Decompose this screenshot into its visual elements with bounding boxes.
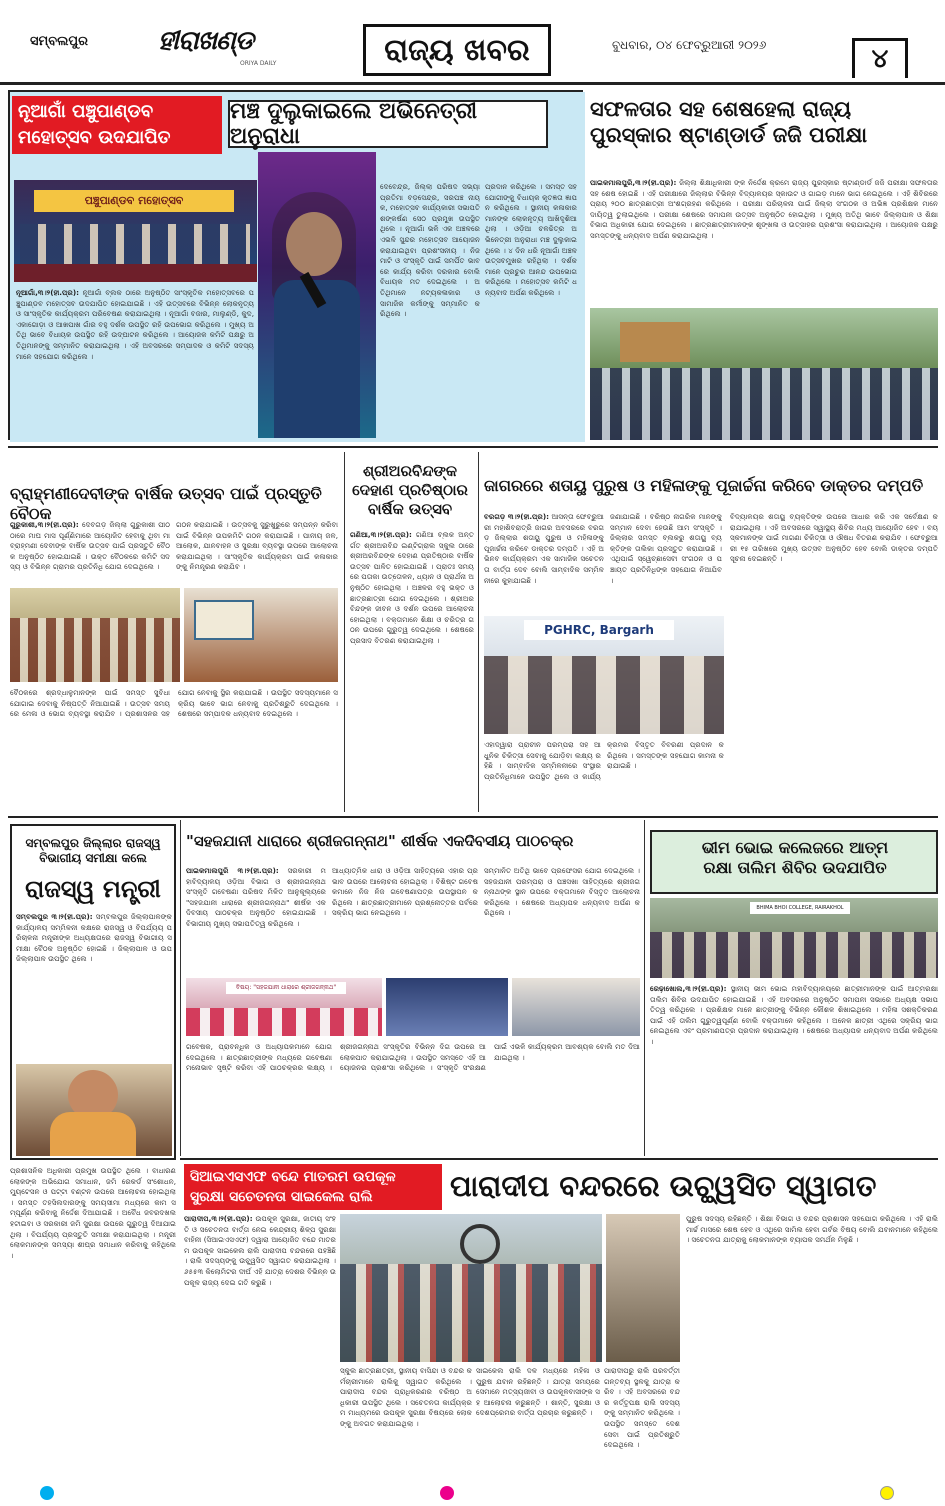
registration-dot-yellow <box>880 1486 894 1500</box>
story9-col1 <box>184 1214 336 1472</box>
stage-table <box>14 264 257 282</box>
story7-col2-text: ଆଧ୍ୟାତ୍ମିକ ଧାରା ଓ ଓଡ଼ିଆ ସାହିତ୍ୟରେ ଏହାର ପ୍ରଭାବ ଉପରେ ଆଲୋଚନା ହୋଇଥିଲା । ବିଶିଷ୍ଟ ଗବେଷକମାନେ ନିଜ ନିଜ ଗବେଷଣାପତ୍ର ଉପସ୍ଥାପନ କରିଥିଲେ । ଛାତ୍ରଛାତ୍ରୀମାନେ ପ୍ରଶ୍ନୋତ୍ତର ପର୍ବରେ ସକ୍ରିୟ ଭାଗ ନେଇଥିଲେ । <box>332 866 478 918</box>
story4-dateline: ଗଣିଆ,୩।୨(ହୀ.ପ୍ର): <box>350 530 412 539</box>
story1-col1 <box>16 288 254 436</box>
college-photo <box>650 898 938 978</box>
page-number: ୪ <box>852 38 908 78</box>
seminar-dais <box>186 1008 382 1036</box>
registration-dot-magenta <box>440 1486 454 1500</box>
meeting-people <box>10 618 180 682</box>
story1-col3-text: ପ୍ରଦାନ କରିଥିଲେ । ସମସ୍ତ ସହଯୋଗୀଙ୍କୁ ବିଧାୟକ କୃତଜ୍ଞତା ଜ୍ଞାପନ କରିଥିଲେ । ସ୍ଥାନୀୟ କଳାକାର ମାନଙ୍କ ଲୋକନୃତ୍ୟ ଆଖିଦୃଶିଆ ଥିଲା । ଓଡ଼ିଆ ଚଳଚ୍ଚିତ୍ର ଅଭିନେତ୍ରୀ ଅନୁରାଧା ମଞ୍ଚ ଦୁଲୁକାଇଥିଲେ । ୪ ଦିନ ଧରି ନୂଆଗାଁ ଅଞ୍ଚଳ ଉତ୍ସବମୁଖର ରହିଥିଲା । ଦର୍ଶକମାନେ ପ୍ରଚୁର ଆନନ୍ଦ ଉପଭୋଗ କରିଥିଲେ । ମହୋତ୍ସବ କମିଟି ଧନ୍ୟବାଦ ଅର୍ପଣ କରିଥିଲେ । <box>485 182 577 297</box>
story4-headline: ଶ୍ରୀଅରବିନ୍ଦଙ୍କ ଦେହାଣ ପ୍ରତିଷ୍ଠାର ବାର୍ଷିକ ଉତ୍ସବ <box>352 462 468 518</box>
story7-col2 <box>332 866 478 970</box>
banner-board <box>194 600 254 640</box>
story7-body2-text: ଗବେଷକ, ପ୍ରାବନ୍ଧିକ ଓ ଅଧ୍ୟାପକମାନେ ଯୋଗ ଦେଇଥିଲେ । ଛାତ୍ରଛାତ୍ରୀଙ୍କ ମଧ୍ୟରେ ଗବେଷଣା ମନୋଭାବ ସୃଷ୍ଟି କରିବା ଏହି ପାଠଚକ୍ରର ଲକ୍ଷ୍ୟ । ଶ୍ରୀଜଗନ୍ନାଥ ସଂସ୍କୃତିର ବିଭିନ୍ନ ଦିଗ ଉପରେ ଆଲୋକପାତ କରାଯାଇଥିଲା । ଉପସ୍ଥିତ ସମସ୍ତେ ଏହି ଆୟୋଜନର ପ୍ରଶଂସା କରିଥିଲେ । ସଂସ୍କୃତି ସଂରକ୍ଷଣ ପାଇଁ ଏଭଳି କାର୍ଯ୍ୟକ୍ରମ ଆବଶ୍ୟକ ବୋଲି ମତ ଦିଆଯାଇଥିଲା । <box>186 1042 640 1073</box>
issue-date: ବୁଧବାର, ୦୪ ଫେବ୍ରୁଆରୀ ୨୦୨୬ <box>612 38 767 52</box>
story2-body-text: ଜିଲ୍ଲା ଶିକ୍ଷାଧିକାରୀ ଙ୍କ ନିର୍ଦ୍ଦେଶ କ୍ରମେ ରାଜ୍ୟ ପୁରସ୍କାର ଷ୍ଟାଣ୍ଡାର୍ଡ ଜଜି ପରୀକ୍ଷା ସଫଳତାର ସହ ଶେଷ ହୋଇଛି । ଏହି ପରୀକ୍ଷାରେ ଜିଲ୍ଲାର ବିଭିନ୍ନ ବିଦ୍ୟାଳୟର ସ୍କାଉଟ ଓ ଗାଇଡ଼ ମାନେ ଭାଗ ନେଇଥିଲେ । ଏହି ଶିବିରରେ ପ୍ରାୟ ୨୦୦ ଛାତ୍ରଛାତ୍ରୀ ଅଂଶଗ୍ରହଣ କରିଥିଲେ । ପରୀକ୍ଷା ପରିଚାଳନା ପାଇଁ ଜିଲ୍ଲା ସଂଗଠକ ଓ ଅଭିଜ୍ଞ ପ୍ରଶିକ୍ଷକ ମାନେ ଦାୟିତ୍ୱ ତୁଲାଇଥିଲେ । ପରୀକ୍ଷା ଶେଷରେ ସମାପନୀ ଉତ୍ସବ ଅନୁଷ୍ଠିତ ହୋଇଥିଲା । ମୁଖ୍ୟ ଅତିଥି ଭାବେ ଜିଲ୍ଲାପାଳ ଓ ଶିକ୍ଷା ବିଭାଗ ଅଧିକାରୀ ଯୋଗ ଦେଇଥିଲେ । ଛାତ୍ରଛାତ୍ରୀମାନଙ୍କ ଶୃଙ୍ଖଳା ଓ ଉତ୍ସାହର ପ୍ରଶଂସା କରାଯାଇଥିଲା । ଆୟୋଜକ ପକ୍ଷରୁ ସମସ୍ତଙ୍କୁ ଧନ୍ୟବାଦ ଅର୍ପଣ କରାଯାଇଥିଲା । <box>590 178 938 240</box>
press-panel <box>484 656 724 734</box>
story1-dateline: ନୂଆଗାଁ,୩।୨(ହୀ.ପ୍ର): <box>16 288 80 297</box>
stage-photo <box>14 180 257 282</box>
meeting-photo-2 <box>184 588 338 682</box>
story9-col3 <box>476 1366 600 1472</box>
story2-body <box>590 178 938 304</box>
column-rule-4 <box>644 820 645 1156</box>
welcome-photo <box>606 1214 680 1362</box>
story3-col2 <box>176 520 338 582</box>
story5-body2-text: ଏହାଦ୍ୱାରା ପ୍ରାଚୀନ ପରମ୍ପରା ସହ ଆଧୁନିକ ଚିକିତ୍ସା ସେବାକୁ ଯୋଡ଼ିବା ଲକ୍ଷ୍ୟ ରହିଛି । ସାମ୍ବାଦିକ ସମ୍ମିଳନୀରେ ସଂସ୍ଥାର ପ୍ରତିନିଧିମାନେ ଉପସ୍ଥିତ ଥିଲେ ଓ କାର୍ଯ୍ୟକ୍ରମର ବିସ୍ତୃତ ବିବରଣୀ ପ୍ରଦାନ କରିଥିଲେ । ସମସ୍ତଙ୍କ ସହଯୋଗ କାମନା କରାଯାଇଛି । <box>484 740 724 781</box>
story2-headline: ସଫଳତାର ସହ ଶେଷହେଲା ରାଜ୍ୟ ପୁରସ୍କାର ଷ୍ଟାଣ୍ଡାର୍ଡ ଜଜି ପରୀକ୍ଷା <box>590 97 868 148</box>
story3-col2-text: ଗଠନ କରାଯାଇଛି । ଉତ୍ସବକୁ ସୁରୁଖୁରୁରେ ସମ୍ପନ୍ନ କରିବା ପାଇଁ ବିଭିନ୍ନ ଉପକମିଟି ଗଠନ କରାଯାଇଛି । ପାନୀୟ ଜଳ, ଆଲୋକ, ଯାନବାହନ ଓ ସୁରକ୍ଷା ବ୍ୟବସ୍ଥା ଉପରେ ଆଲୋଚନା କରାଯାଇଥିଲା । ସାଂସ୍କୃତିକ କାର୍ଯ୍ୟକ୍ରମ ପାଇଁ କଳାକାରଙ୍କୁ ନିମନ୍ତ୍ରଣ କରାଯିବ । <box>176 520 338 572</box>
section-rule-1 <box>8 446 938 448</box>
section-rule-3 <box>180 1158 938 1160</box>
story6-dateline: ସମ୍ବଲପୁର ୩।୨(ହୀ.ପ୍ର): <box>16 912 93 921</box>
story1-col2-text: ଦେବେନ୍ଦ୍ର, ଜିଲ୍ଲା ପରିଷଦ ସଭ୍ୟା ପ୍ରତିମା ବଡ଼ସେନ୍ଦ୍ର, ସରପଞ୍ଚ ନାୟକ, ମହୋତ୍ସବ କାର୍ଯ୍ୟକାରୀ ସଭାପତି ଶଙ୍କର୍ଷଣ ସେଠ ପ୍ରମୁଖ ଉପସ୍ଥିତ ଥିଲେ । ନୂଆଗାଁ ଭଳି ଏକ ଅଞ୍ଚଳରେ ଏଭଳି ସୁନ୍ଦର ମହୋତ୍ସବ ଆୟୋଜନ କରାଯାଇଥିବା ପ୍ରଶଂସନୀୟ । ନିଜ ମାଟି ଓ ସଂସ୍କୃତି ପାଇଁ ସମର୍ପିତ ଭାବରେ କାର୍ଯ୍ୟ କରିବା ଦରକାର ବୋଲି ବିଧାୟକ ମତ ଦେଇଥିଲେ । ଅତିଥିମାନେ ନଟ୍ୟକଳାକାର ଓ ସାମାଜିକ କର୍ମୀଙ୍କୁ ସମ୍ମାନିତ କରିଥିଲେ । <box>380 182 480 319</box>
scouts-rows <box>590 368 938 440</box>
minister-shirt <box>50 1112 136 1156</box>
story6-body2-text: ପ୍ରଶାସନିକ ଅଧିକାରୀ ପ୍ରମୁଖ ଉପସ୍ଥିତ ଥିଲେ । ବାଧାରଣ ଲୋକଙ୍କ ଅଭିଯୋଗ ସମାଧାନ, ଜମି ରେକର୍ଡ ସଂଶୋଧନ, ମ୍ୟୁଟେସନ ଓ ପଟ୍ଟା ବଣ୍ଟନ ଉପରେ ଆଲୋଚନା ହୋଇଥିଲା । ସମସ୍ତ ତହସିଲଦାରଙ୍କୁ ସମୟସୀମା ମଧ୍ୟରେ କାମ ସମ୍ପୂର୍ଣ୍ଣ କରିବାକୁ ନିର୍ଦ୍ଦେଶ ଦିଆଯାଇଛି । ଅବୈଧ ଜବରଦଖଲ ହଟାଇବା ଓ ସରକାରୀ ଜମି ସୁରକ୍ଷା ଉପରେ ଗୁରୁତ୍ୱ ଦିଆଯାଇଥିଲା । ବିପର୍ଯ୍ୟୟ ପ୍ରସ୍ତୁତି ସମୀକ୍ଷା କରାଯାଇଥିଲା । ମନ୍ତ୍ରୀ ଲୋକମାନଙ୍କ ସମସ୍ୟା ଶୀଘ୍ର ସମାଧାନ କରିବାକୁ କହିଥିଲେ । <box>10 1166 176 1260</box>
story9-col2-text: ସ୍କୁଲ ଛାତ୍ରଛାତ୍ରୀ, ସ୍ଥାନୀୟ ବାସିନ୍ଦା ଓ ବନ୍ଦର କର୍ମଚାରୀମାନେ ରାଲିକୁ ସ୍ୱାଗତ କରିଥିଲେ । ପାରାଦୀପ ବନ୍ଦର ପ୍ରାଧିକରଣର ବରିଷ୍ଠ ଅଧିକାରୀ ଉପସ୍ଥିତ ଥିଲେ । ସଚେତନତା କାର୍ଯ୍ୟକ୍ରମ ମାଧ୍ୟମରେ ଉପକୂଳ ସୁରକ୍ଷା ବିଷୟରେ ଲୋକଙ୍କୁ ଅବଗତ କରାଯାଇଥିଲା । <box>340 1366 472 1428</box>
story5-col3 <box>730 512 938 810</box>
story7-col1 <box>186 866 326 970</box>
story1-headline: ମଞ୍ଚ ଦୁଲୁକାଇଲେ ଅଭିନେତ୍ରୀ ଅନୁରାଧା <box>228 100 548 148</box>
section-rule-2 <box>8 816 938 818</box>
story7-col1-text: ସରକାରୀ ମହାବିଦ୍ୟାଳୟ ଓଡ଼ିଆ ବିଭାଗ ଓ ଶ୍ରୀଜଗନ୍ନାଥ ସଂସ୍କୃତି ଗବେଷଣା ପରିଷଦ ମିଳିତ ଆନୁକୂଲ୍ୟରେ "ସହଜଯାନୀ ଧାରାରେ ଶ୍ରୀଜଗନ୍ନାଥ" ଶୀର୍ଷକ ଏକଦିବସୀୟ ପାଠଚକ୍ର ଅନୁଷ୍ଠିତ ହୋଇଯାଇଛି । ବିଭାଗୀୟ ମୁଖ୍ୟ ସଭାପତିତ୍ୱ କରିଥିଲେ । <box>186 866 326 928</box>
page-header <box>0 0 945 84</box>
scouts-photo <box>590 308 938 440</box>
seminar-photo-3 <box>512 978 640 1036</box>
college-sign: BHIMA BHOI COLLEGE, RAIRAKHOL <box>750 902 850 914</box>
story9-col3-text: ସାଇକେଲ ରାଲି ଦଳ ମଧ୍ୟରେ ମହିଳା ଓ ପୁରୁଷ ଯବାନ ରହିଛନ୍ତି । ଯାତ୍ରା ସମୟରେ ସେମାନେ ମତ୍ସ୍ୟଜୀବୀ ଓ ଉପକୂଳବାସୀଙ୍କ ସହ ଆଲୋଚନା କରୁଛନ୍ତି । ଶାନ୍ତି, ସୁରକ୍ଷା ଓ ଦେଶପ୍ରେମର ବାର୍ତ୍ତା ପ୍ରଚାର କରୁଛନ୍ତି । <box>476 1366 600 1418</box>
story6-headline: ସମ୍ବଲପୁର ଜିଲ୍ଲାର ରାଜସ୍ୱ ବିଭାଗୀୟ ସମୀକ୍ଷା କଲେ <box>25 836 161 865</box>
story9-col5-text: ପୁରୁଷ ସଦସ୍ୟ ରହିଛନ୍ତି । ଶିକ୍ଷା ବିଭାଗ ଓ ବନ୍ଦର ପ୍ରଶାସନ ସହଯୋଗ କରିଥିଲେ । ଏହି ରାଲି ମାର୍ଚ୍ଚ ମାସରେ ଶେଷ ହେବ ଓ ଏଥିରେ ସାମିଲ ହେବା ଗର୍ବର ବିଷୟ ବୋଲି ଯବାନମାନେ କହିଥିଲେ । ସଚେତନତା ଯାତ୍ରାକୁ ଲୋକମାନଙ୍କ ବ୍ୟାପକ ସମର୍ଥନ ମିଳୁଛି । <box>686 1214 938 1245</box>
story1-col1-text: ନୂଆଗାଁ ବ୍ଲକ ଠାରେ ଅନୁଷ୍ଠିତ ସାଂସ୍କୃତିକ ମହୋତ୍ସବରେ ପଞ୍ଚୁପାଣ୍ଡବ ମହୋତ୍ସବ ଉଦଯାପିତ ହୋଇଯାଇଛି । ଏହି ଉତ୍ସବରେ ବିଭିନ୍ନ ଲୋକନୃତ୍ୟ ଓ ସାଂସ୍କୃତିକ କାର୍ଯ୍ୟକ୍ରମ ପରିବେଷଣ କରାଯାଇଥିଲା । ନୂଆଗାଁ ବଜାର, ମାଲୁଣ୍ଡି, କୁଦ, ଏକାଗୋଡ଼ା ଓ ଆଖପାଖ ଗାଁର ବହୁ ଦର୍ଶକ ଉପସ୍ଥିତ ରହି ଉପଭୋଗ କରିଥିଲେ । ମୁଖ୍ୟ ଅତିଥି ଭାବେ ବିଧାୟକ ଉପସ୍ଥିତ ରହି ଉଦ୍‌ଘାଟନ କରିଥିଲେ । ଆୟୋଜକ କମିଟି ପକ୍ଷରୁ ଅତିଥିମାନଙ୍କୁ ସମ୍ମାନିତ କରାଯାଇଥିଲା । ଏହି ଅବସରରେ ସମ୍ପାଦକ ଓ କମିଟି ସଦସ୍ୟମାନେ ସହଯୋଗ କରିଥିଲେ । <box>16 288 254 361</box>
column-rule-2 <box>478 452 479 812</box>
seminar-photo-1 <box>186 978 382 1036</box>
story6-headline-big: ରାଜସ୍ୱ ମନ୍ତ୍ରୀ <box>25 875 161 903</box>
story9-col1-text: ଉପକୂଳ ସୁରକ୍ଷା, ଜାତୀୟ ସଂହତି ଓ ସଚେତନତା ବାର୍ତ୍ତା ନେଇ କେନ୍ଦ୍ରୀୟ ଶିଳ୍ପ ସୁରକ୍ଷା ବାହିନୀ (ସିଆଇଏସଏଫ) ଦ୍ୱାରା ଆୟୋଜିତ ବନ୍ଦେ ମାତରମ ଉପକୂଳ ସାଇକେଲ ରାଲି ପାରାଦୀପ ବନ୍ଦରରେ ପହଞ୍ଚିଛି । ରାଲି ସଦସ୍ୟଙ୍କୁ ଉଚ୍ଛ୍ୱସିତ ସ୍ୱାଗତ କରାଯାଇଥିଲା । ୬୫୫୩ କିଲୋମିଟର ଦୀର୍ଘ ଏହି ଯାତ୍ରା ଦେଶର ବିଭିନ୍ନ ଉପକୂଳ ରାଜ୍ୟ ଦେଇ ଗତି କରୁଛି । <box>184 1214 336 1287</box>
story8-dateline: ରେଢ଼ାଖୋଲ,୩।୨(ହୀ.ପ୍ର): <box>650 984 727 993</box>
story3-dateline: ଗୁରୁକାଶୀ,୩।୨(ହୀ.ପ୍ର): <box>10 520 79 529</box>
story7-headline: "ସହଜଯାନୀ ଧାରାରେ ଶ୍ରୀଜଗନ୍ନାଥ" ଶୀର୍ଷକ ଏକଦିବସୀୟ ପାଠଚକ୍ର <box>186 832 574 850</box>
story5-col2 <box>610 512 722 612</box>
story5-col2-text: ଜଣାଯାଇଛି । ବରିଷ୍ଠ ନାଗରିକ ମାନଙ୍କୁ ସମ୍ମାନ ଦେବା ହେଉଛି ଆମ ସଂସ୍କୃତି । ଜିଲ୍ଲାର ସମସ୍ତ ବ୍ଲକରୁ ଶତାୟୁ ବ୍ୟକ୍ତିଙ୍କ ତାଲିକା ପ୍ରସ୍ତୁତ କରାଯାଉଛି । ଏଥିପାଇଁ ସ୍ୱେଚ୍ଛାସେବୀ ସଂଗଠନ ଓ ପଞ୍ଚାୟତ ପ୍ରତିନିଧିଙ୍କ ସହଯୋଗ ନିଆଯିବ । <box>610 512 722 585</box>
story3-col1 <box>10 520 170 582</box>
story5-col1-text: ଆସନ୍ତା ଫେବ୍ରୁଆରୀ ମହାଶିବରାତ୍ରି ଜାଗର ଅବସରରେ ବରଗଡ଼ ଜିଲ୍ଲାର ଶତାୟୁ ପୁରୁଷ ଓ ମହିଳାଙ୍କୁ ପୂଜାର୍ଚ୍ଚନା କରିବେ ଡାକ୍ତର ଦମ୍ପତି । ଏହି ଅଭିନବ କାର୍ଯ୍ୟକ୍ରମ ଏକ ସାମାଜିକ ସଚେତନତା ବାର୍ତ୍ତା ଦେବ ବୋଲି ସାମ୍ବାଦିକ ସମ୍ମିଳନୀରେ କୁହାଯାଇଛି । <box>484 512 604 585</box>
column-rule-3 <box>180 820 181 1156</box>
story4-body <box>350 530 474 810</box>
rally-crowd <box>340 1264 602 1362</box>
story1-col2 <box>380 182 480 434</box>
story8-body <box>650 984 938 1152</box>
print-registration-band <box>0 1478 945 1506</box>
story8-body-text: ସ୍ଥାନୀୟ ଭୀମ ଭୋଇ ମହାବିଦ୍ୟାଳୟରେ ଛାତ୍ରୀମାନଙ୍କ ପାଇଁ ଆତ୍ମରକ୍ଷା ତାଲିମ ଶିବିର ଉଦଯାପିତ ହୋଇଯାଇଛି । ଏହି ଅବସରରେ ଅନୁଷ୍ଠିତ ସମାପନୀ ସଭାରେ ଅଧ୍ୟକ୍ଷ ସଭାପତିତ୍ୱ କରିଥିଲେ । ପ୍ରଶିକ୍ଷକ ମାନେ ଛାତ୍ରୀଙ୍କୁ ବିଭିନ୍ନ କୌଶଳ ଶିଖାଇଥିଲେ । ମହିଳା ସଶକ୍ତିକରଣ ପାଇଁ ଏହି ତାଲିମ ଗୁରୁତ୍ୱପୂର୍ଣ୍ଣ ବୋଲି ବକ୍ତାମାନେ କହିଥିଲେ । ଅନେକ ଛାତ୍ରୀ ଏଥିରେ ସକ୍ରିୟ ଭାଗ ନେଇଥିଲେ ଏବଂ ପ୍ରମାଣପତ୍ର ପ୍ରଦାନ କରାଯାଇଥିଲା । ଶେଷରେ ଅଧ୍ୟାପକ ଧନ୍ୟବାଦ ଅର୍ପଣ କରିଥିଲେ । <box>650 984 938 1046</box>
building <box>620 322 690 362</box>
story6-body-text: ସମ୍ବଲପୁର ଜିଲ୍ଲାପାଳଙ୍କ କାର୍ଯ୍ୟାଳୟ ସମ୍ମିଳନୀ କକ୍ଷରେ ରାଜସ୍ୱ ଓ ବିପର୍ଯ୍ୟୟ ପରିଚାଳନା ମନ୍ତ୍ରୀଙ୍କ ଅଧ୍ୟକ୍ଷତାରେ ରାଜସ୍ୱ ବିଭାଗୀୟ ସମୀକ୍ଷା ବୈଠକ ଅନୁଷ୍ଠିତ ହୋଇଛି । ଜିଲ୍ଲାପାଳ ଓ ଉପଜିଲ୍ଲାପାଳ ଉପସ୍ଥିତ ଥିଲେ । <box>16 912 172 964</box>
cycle-rally-photo <box>340 1214 602 1362</box>
story7-col3-text: ସମ୍ମାନିତ ଅତିଥି ଭାବେ ପ୍ରଫେସର ଯୋଗ ଦେଇଥିଲେ । ସହଜଯାନୀ ପରମ୍ପରା ଓ ପଞ୍ଚସଖା ସାହିତ୍ୟରେ ଶ୍ରୀଜଗନ୍ନାଥଙ୍କ ସ୍ଥାନ ଉପରେ ବକ୍ତାମାନେ ବିସ୍ତୃତ ଆଲୋଚନା କରିଥିଲେ । ଶେଷରେ ଅଧ୍ୟାପକ ଧନ୍ୟବାଦ ଅର୍ପଣ କରିଥିଲେ । <box>484 866 640 918</box>
story6-body <box>16 912 172 1058</box>
story9-col5 <box>686 1214 938 1472</box>
story9-col4 <box>604 1366 680 1472</box>
pghrc-sign: PGHRC, Bargarh <box>524 620 674 640</box>
story9-dateline: ପାରାଦୀପ,୩।୨(ହୀ.ପ୍ର): <box>184 1214 253 1223</box>
column-rule-1 <box>344 452 345 812</box>
story1-col3 <box>485 182 577 434</box>
masthead-logo: ହୀରାଖଣ୍ଡ <box>158 26 253 56</box>
story4-body-text: ଗଣିଆ ବ୍ଲକ ଅନ୍ତର୍ଗତ ଶ୍ରୀଅରବିନ୍ଦ ଇଣ୍ଟିଗ୍ରାଲ ସ୍କୁଲ ଠାରେ ଶ୍ରୀଅରବିନ୍ଦଙ୍କ ଦେହାଣ ପ୍ରତିଷ୍ଠାର ବାର୍ଷିକ ଉତ୍ସବ ପାଳିତ ହୋଇଯାଇଛି । ପ୍ରାତଃ ସମୟରେ ପତାକା ଉତ୍ତୋଳନ, ଧ୍ୟାନ ଓ ପ୍ରାର୍ଥନା ଅନୁଷ୍ଠିତ ହୋଇଥିଲା । ଅଞ୍ଚଳର ବହୁ ଭକ୍ତ ଓ ଛାତ୍ରଛାତ୍ରୀ ଯୋଗ ଦେଇଥିଲେ । ଶ୍ରୀଅରବିନ୍ଦଙ୍କ ଜୀବନ ଓ ଦର୍ଶନ ଉପରେ ଆଲୋଚନା ହୋଇଥିଲା । ବକ୍ତାମାନେ ଶିକ୍ଷା ଓ ଚରିତ୍ର ଗଠନ ଉପରେ ଗୁରୁତ୍ୱ ଦେଇଥିଲେ । ଶେଷରେ ପ୍ରସାଦ ବିତରଣ କରାଯାଇଥିଲା । <box>350 530 474 645</box>
students-row <box>650 932 938 978</box>
minister-photo <box>16 1064 172 1156</box>
seminar-banner: ବିଷୟ: "ସହଜଯାନୀ ଧାରାରେ ଶ୍ରୀଜଗନ୍ନାଥ" <box>226 982 346 994</box>
story2-dateline: ପାଇକମାଲପୁରି,୩।୨(ହୀ.ପ୍ର): <box>590 178 677 187</box>
story7-body2 <box>186 1042 640 1152</box>
story9-tag: ସିଆଇଏସଏଫ ବନ୍ଦେ ମାତରମ ଉପକୂଳ ସୁରକ୍ଷା ସଚେତନତା ସାଇକେଲ ରାଲି <box>184 1164 442 1210</box>
story5-body2 <box>484 740 724 810</box>
story3-body2 <box>10 688 338 808</box>
story1-tag: ନୂଆଗାଁ ପଞ୍ଚୁପାଣ୍ଡବ ମହୋତ୍ସବ ଉଦଯାପିତ <box>12 96 222 154</box>
story5-dateline: ବରଗଡ଼ ୩।୨(ହୀ.ପ୍ର): <box>484 512 550 521</box>
header-rule <box>0 82 945 85</box>
story7-dateline: ପାଇକମାଲପୁରି ୩।୨(ହୀ.ପ୍ର): <box>186 866 279 875</box>
story8-headline: ଭୀମ ଭୋଇ କଲେଜରେ ଆତ୍ମ ରକ୍ଷା ତାଲିମ ଶିବିର ଉଦଯାପିତ <box>701 838 889 877</box>
guests-on-stage <box>20 224 250 264</box>
story9-col4-text: ପାରାଦୀପରୁ ରାଲି ପରବର୍ତ୍ତୀ ଗନ୍ତବ୍ୟ ସ୍ଥଳକୁ ଯାତ୍ରା କରିବ । ଏହି ଅବସରରେ ବନ୍ଦର କର୍ତ୍ତୃପକ୍ଷ ରାଲି ସଦସ୍ୟଙ୍କୁ ସମ୍ମାନିତ କରିଥିଲେ । ଉପସ୍ଥିତ ସମସ୍ତେ ଦେଶସେବା ପାଇଁ ପ୍ରତିଶ୍ରୁତି ଦେଇଥିଲେ । <box>604 1366 680 1450</box>
story3-body2-text: ବୈଠକରେ ଶ୍ରଦ୍ଧାଳୁମାନଙ୍କ ପାଇଁ ସମସ୍ତ ସୁବିଧା ଯୋଗାଇ ଦେବାକୁ ନିଷ୍ପତ୍ତି ନିଆଯାଇଛି । ଉତ୍ସବ ସମୟରେ ମେଳା ଓ ଭୋଗ ବ୍ୟବସ୍ଥା କରାଯିବ । ପ୍ରଶାସନର ସହଯୋଗ ନେବାକୁ ସ୍ଥିର କରାଯାଇଛି । ଉପସ୍ଥିତ ସଦସ୍ୟମାନେ ସକ୍ରିୟ ଭାବେ ଭାଗ ନେବାକୁ ପ୍ରତିଶ୍ରୁତି ଦେଇଥିଲେ । ଶେଷରେ ସମ୍ପାଦକ ଧନ୍ୟବାଦ ଦେଇଥିଲେ । <box>10 688 338 719</box>
actress-photo <box>258 152 376 438</box>
story3-col1-text: ଦେବଗଡ଼ ଜିଲ୍ଲା ଗୁରୁକାଶୀ ପୀଠ ଠାରେ ମାଘ ମାସ ପୂର୍ଣ୍ଣିମାରେ ଆୟୋଜିତ ହେବାକୁ ଥିବା ମା ବ୍ରାହ୍ମଣୀ ଦେବୀଙ୍କ ବାର୍ଷିକ ଉତ୍ସବ ପାଇଁ ପ୍ରସ୍ତୁତି ବୈଠକ ଅନୁଷ୍ଠିତ ହୋଇଯାଇଛି । ଉକ୍ତ ବୈଠକରେ କମିଟି ସଦସ୍ୟ ଓ ବିଭିନ୍ନ ଗ୍ରାମର ପ୍ରତିନିଧି ଯୋଗ ଦେଇଥିଲେ । <box>10 520 170 572</box>
seminar-photo-2 <box>386 978 508 1036</box>
story3-headline: ବ୍ରାହ୍ମଣୀଦେବୀଙ୍କ ବାର୍ଷିକ ଉତ୍ସବ ପାଇଁ ପ୍ରସ୍ତୁତି ବୈଠକ <box>10 484 322 523</box>
bicycle-wheel-icon <box>460 1224 500 1264</box>
story6-body2 <box>10 1166 176 1470</box>
stage-banner: ପଞ୍ଚୁପାଣ୍ଡବ ମହୋତ୍ସବ <box>34 190 234 212</box>
story5-col3-text: ବିଦ୍ୟାଳୟର ଶତାୟୁ ବ୍ୟକ୍ତିଙ୍କ ଉପରେ ଆଧାର କରି ଏକ ସର୍ବେକ୍ଷଣ କରାଯାଇଥିଲା । ଏହି ଅବସରରେ ସ୍ୱାସ୍ଥ୍ୟ ଶିବିର ମଧ୍ୟ ଆୟୋଜିତ ହେବ । ବୟସ୍କମାନଙ୍କ ପାଇଁ ମାଗଣା ଚିକିତ୍ସା ଓ ଔଷଧ ବିତରଣ କରାଯିବ । ଫେବ୍ରୁଆରୀ ୧୫ ତାରିଖରେ ମୁଖ୍ୟ ଉତ୍ସବ ଅନୁଷ୍ଠିତ ହେବ ବୋଲି ଡାକ୍ତର ଦମ୍ପତି ସୂଚନା ଦେଇଛନ୍ତି । <box>730 512 938 564</box>
story5-col1 <box>484 512 604 612</box>
story5-headline: ଜାଗରରେ ଶତାୟୁ ପୁରୁଷ ଓ ମହିଳାଙ୍କୁ ପୂଜାର୍ଚ୍ଚନା କରିବେ ଡାକ୍ତର ଦମ୍ପତି <box>484 476 924 495</box>
story9-col2 <box>340 1366 472 1472</box>
meeting-photo-1 <box>10 588 180 682</box>
masthead-subtitle: ORIYA DAILY <box>240 60 277 67</box>
section-title: ରାଜ୍ୟ ଖବର <box>363 24 551 76</box>
story7-col3 <box>484 866 640 970</box>
edition-label: ସମ୍ବଲପୁର <box>30 34 88 49</box>
story9-headline: ପାରାଦୀପ ବନ୍ଦରରେ ଉଚ୍ଛ୍ୱସିତ ସ୍ୱାଗତ <box>450 1169 877 1203</box>
press-conference-photo <box>484 616 724 734</box>
registration-dot-cyan <box>40 1486 54 1500</box>
